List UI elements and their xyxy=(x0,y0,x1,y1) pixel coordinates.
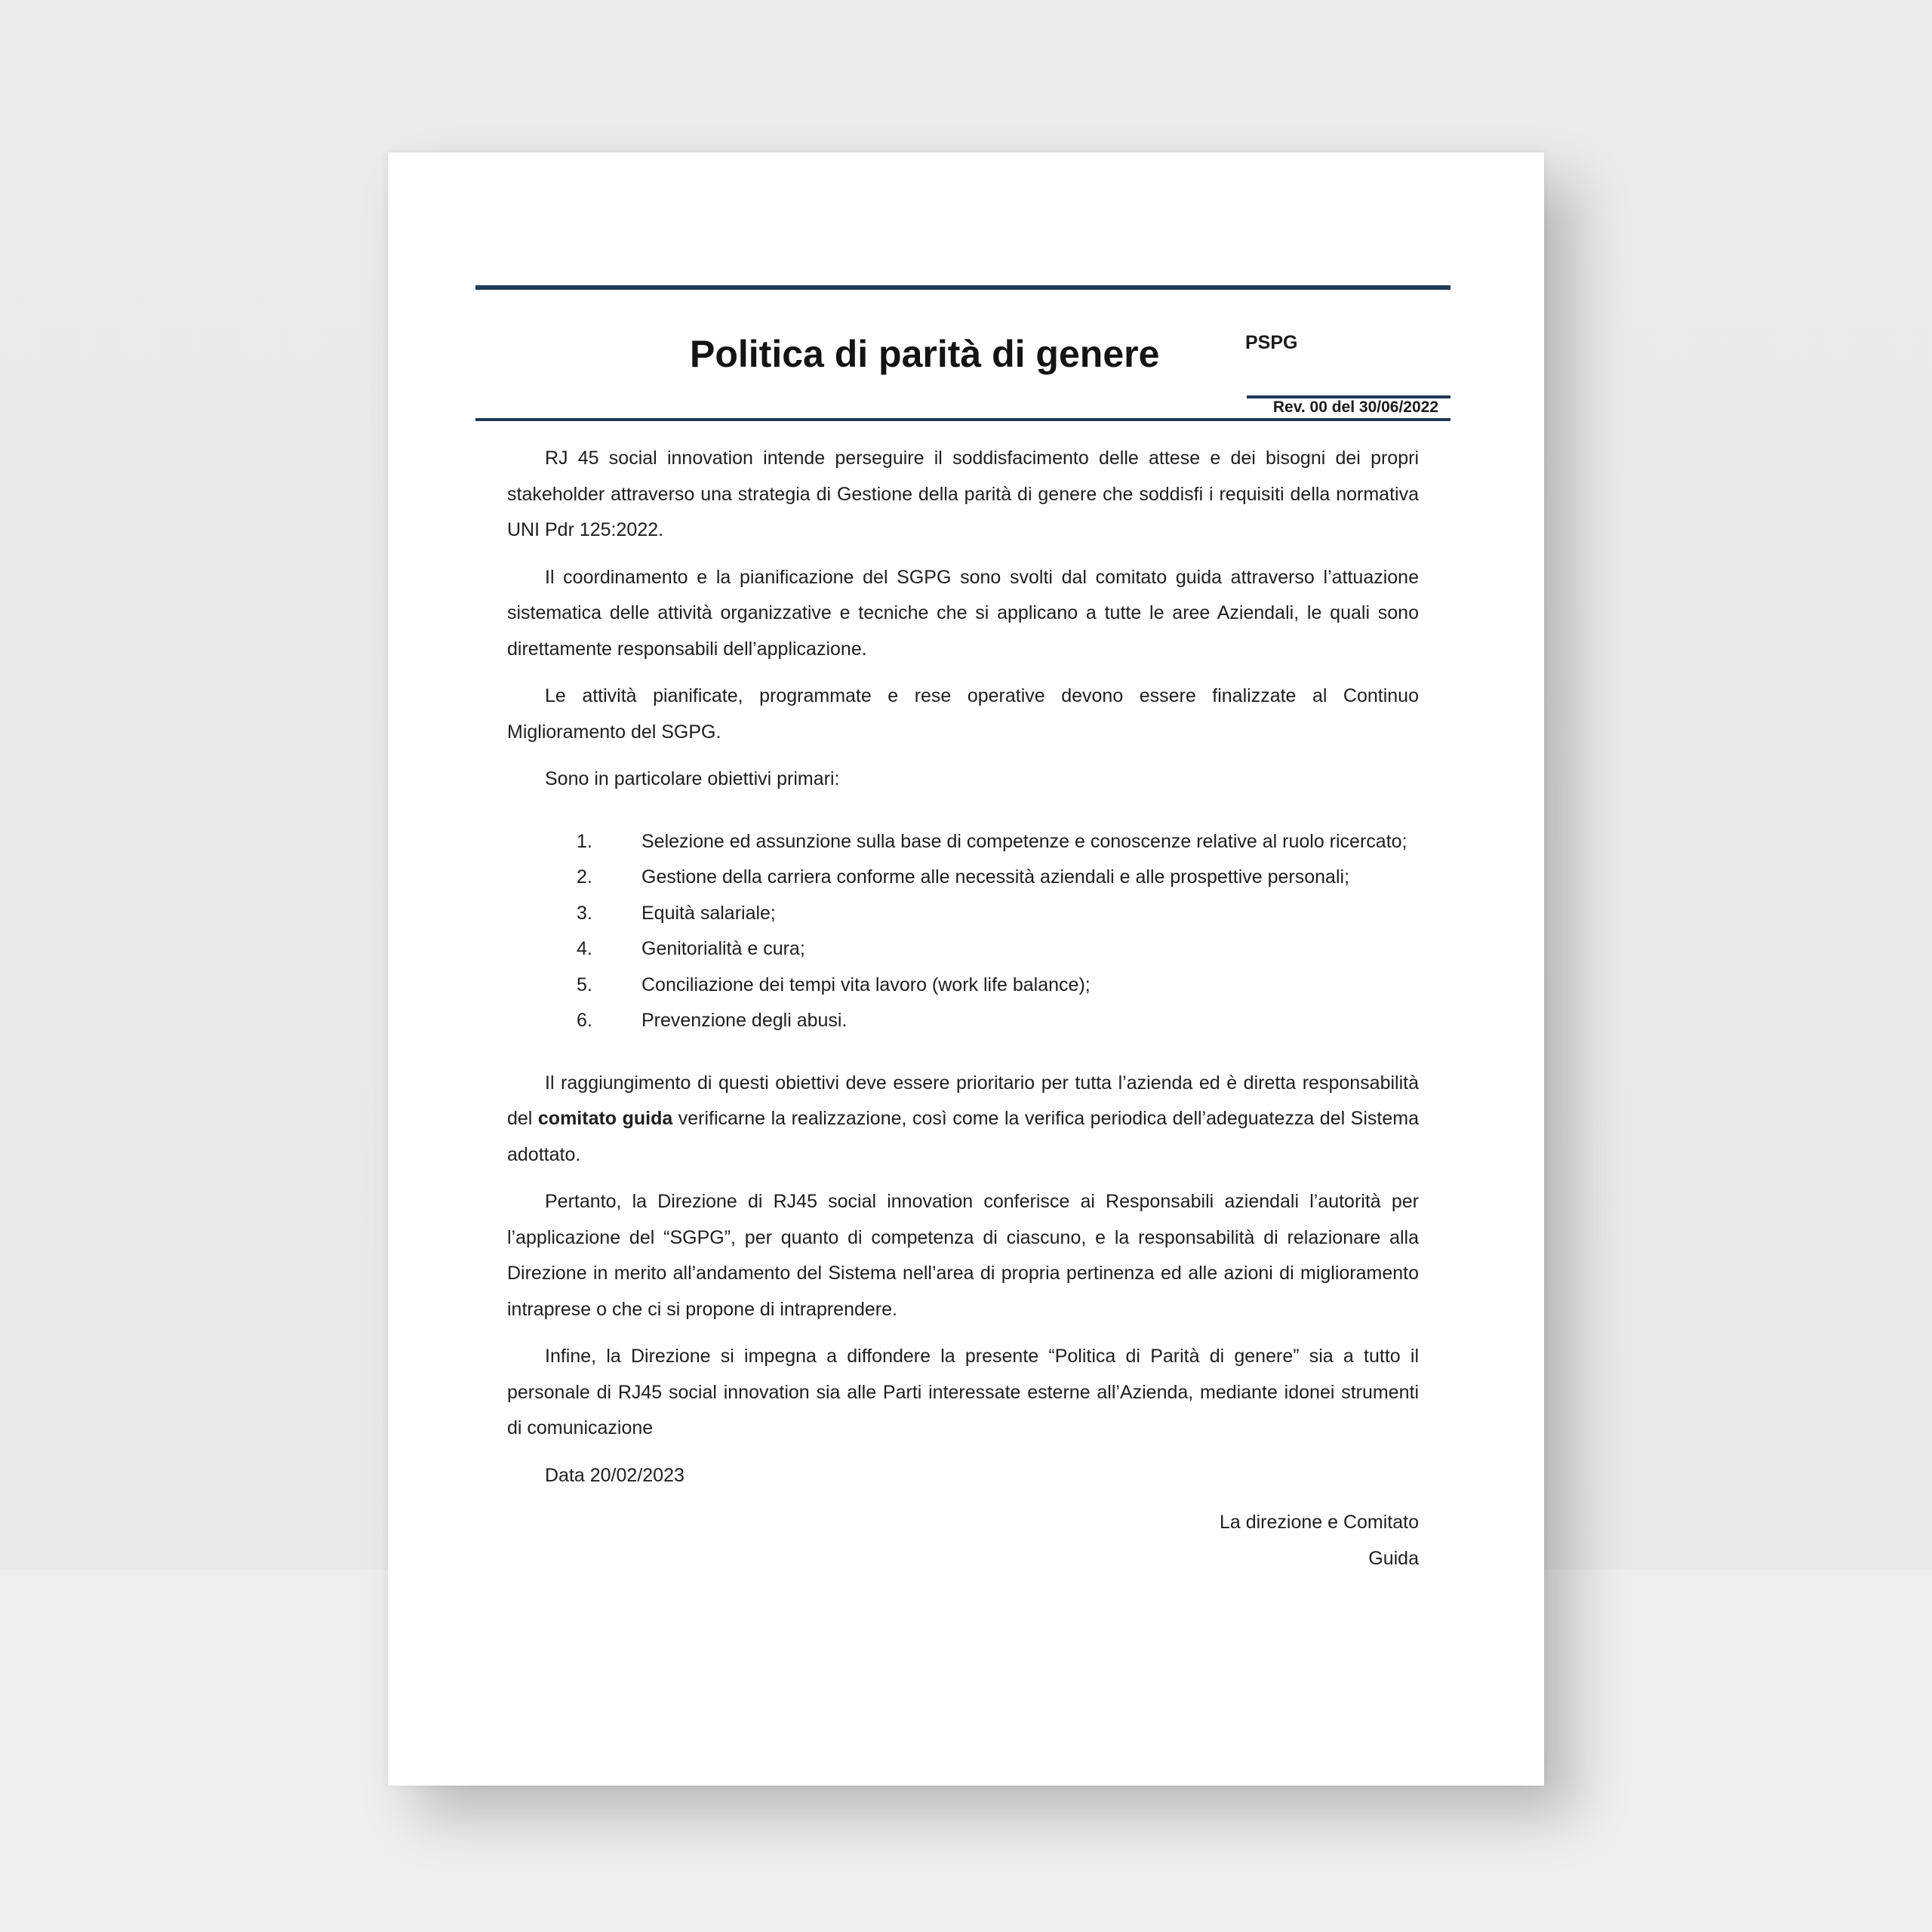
paragraph-coordination: Il coordinamento e la pianificazione del SGPG sono svolti dal comitato guida attraverso l’attuazione sistematica delle attività organizzative e tecniche che si applicano a tutte le aree Aziendali, le quali sono direttamente responsabili dell’applicazione. xyxy=(507,566,1419,660)
header-top-rule xyxy=(475,285,1451,290)
paragraph-authority: Pertanto, la Direzione di RJ45 social innovation conferisce ai Responsabili aziendali l’autorità per l’applicazione del “SGPG”, per quanto di competenza di ciascuno, e la responsabilità di relazionare alla Direzione in merito all’andamento del Sistema nell’area di propria pertinenza ed alle azioni di miglioramento intraprese o che ci si propone di intraprendere. xyxy=(507,1191,1419,1320)
list-item-text: Genitorialità e cura; xyxy=(641,938,805,959)
list-item-number: 2. xyxy=(577,866,592,888)
paragraph-responsibility xyxy=(507,1066,1419,1174)
list-item xyxy=(507,896,1419,932)
list-item-text: Selezione ed assunzione sulla base di competenze e conoscenze relative al ruolo ricercato; xyxy=(641,830,1407,852)
document-code: PSPG xyxy=(1245,332,1298,353)
list-item xyxy=(507,824,1419,860)
responsibility-text-start: Il raggiungimento di questi obiettivi deve essere prioritario per tutta l’azienda ed è diretta responsabilità del xyxy=(507,1072,1419,1129)
list-item xyxy=(507,1003,1419,1039)
paragraph-intro: RJ 45 social innovation intende perseguire il soddisfacimento delle attese e dei bisogni dei propri stakeholder attraverso una strategia di Gestione della parità di genere che soddisfi i requisiti della normativa UNI Pdr 125:2022. xyxy=(507,448,1419,540)
paragraph-activities: Le attività pianificate, programmate e rese operative devono essere finalizzate al Continuo Miglioramento del SGPG. xyxy=(507,685,1419,743)
list-item xyxy=(507,931,1419,968)
list-item-number: 4. xyxy=(577,938,592,959)
list-item-number: 5. xyxy=(577,974,592,995)
document-title: Politica di parità di genere xyxy=(690,333,1160,375)
header-bottom-rule xyxy=(475,418,1451,421)
signature-line-1: La direzione e Comitato xyxy=(1219,1512,1419,1533)
responsibility-bold-term: comitato guida xyxy=(537,1108,673,1129)
list-item-text: Gestione della carriera conforme alle necessità aziendali e alle prospettive personali; xyxy=(641,866,1350,888)
list-item-text: Equità salariale; xyxy=(641,902,776,924)
list-item-number: 1. xyxy=(577,830,592,852)
list-item xyxy=(507,860,1419,896)
list-item-text: Conciliazione dei tempi vita lavoro (work life balance); xyxy=(641,974,1091,995)
list-item xyxy=(507,968,1419,1004)
document-page xyxy=(388,152,1544,1786)
list-item-number: 3. xyxy=(577,902,592,924)
signature-block xyxy=(507,1505,1419,1577)
paragraph-objectives-intro: Sono in particolare obiettivi primari: xyxy=(545,768,840,789)
responsibility-text-end: verificarne la realizzazione, così come la verifica periodica dell’adeguatezza del Sistema adottato. xyxy=(507,1108,1419,1165)
objectives-list xyxy=(507,824,1419,1039)
document-body xyxy=(507,441,1419,1577)
document-date: Data 20/02/2023 xyxy=(545,1464,685,1486)
list-item-number: 6. xyxy=(577,1010,592,1031)
revision-label: Rev. 00 del 30/06/2022 xyxy=(1272,398,1438,416)
signature-line-2: Guida xyxy=(1368,1547,1419,1569)
paragraph-dissemination: Infine, la Direzione si impegna a diffondere la presente “Politica di Parità di genere” sia a tutto il personale di RJ45 social innovation sia alle Parti interessate esterne all’Azienda, mediante idonei strumenti di comunicazione xyxy=(507,1346,1419,1438)
list-item-text: Prevenzione degli abusi. xyxy=(641,1010,848,1031)
